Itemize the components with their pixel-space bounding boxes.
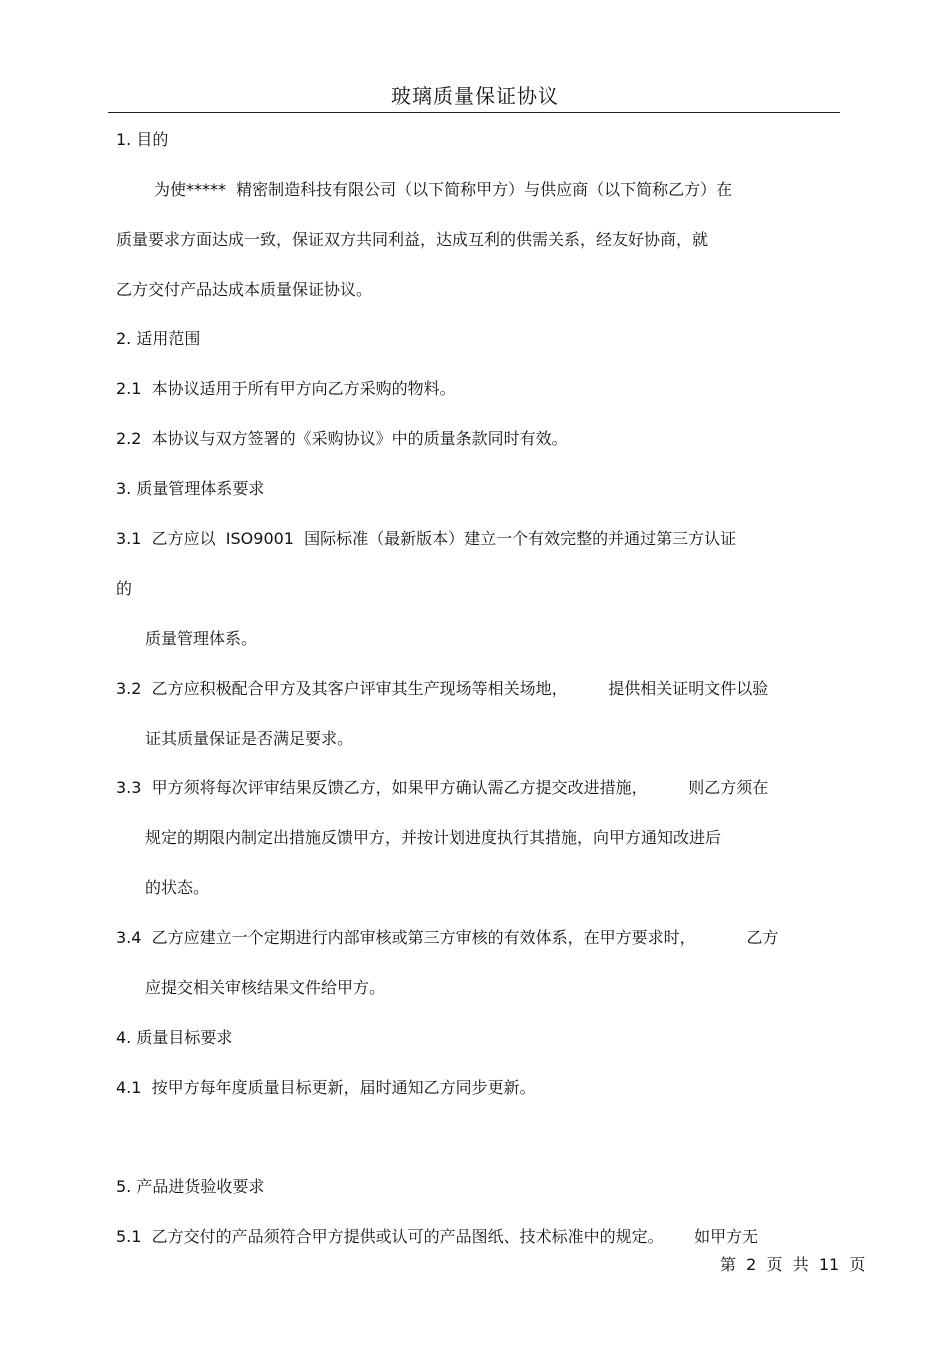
- clause-3-1: 3.1 乙方应以 ISO9001 国际标准（最新版本）建立一个有效完整的并通过第三方认证: [116, 529, 737, 548]
- clause-3-3-cont: 规定的期限内制定出措施反馈甲方，并按计划进度执行其措施，向甲方通知改进后: [145, 828, 722, 847]
- clause-4-1: 4.1 按甲方每年度质量目标更新，届时通知乙方同步更新。: [116, 1078, 536, 1097]
- clause-3-1-cont: 质量管理体系。: [145, 629, 258, 648]
- clause-3-4-cont: 应提交相关审核结果文件给甲方。: [145, 978, 386, 997]
- clause-2-1: 2.1 本协议适用于所有甲方向乙方采购的物料。: [116, 379, 456, 398]
- clause-3-4: 3.4 乙方应建立一个定期进行内部审核或第三方审核的有效体系，在甲方要求时， 乙方: [116, 928, 779, 947]
- clause-3-3-cont: 的状态。: [145, 878, 210, 897]
- paragraph-line: 质量要求方面达成一致，保证双方共同利益，达成互利的供需关系，经友好协商，就: [116, 230, 709, 249]
- heading-5: 5. 产品进货验收要求: [116, 1177, 265, 1196]
- heading-1: 1. 目的: [116, 130, 169, 149]
- page-number-footer: 第 2 页 共 11 页: [720, 1255, 866, 1274]
- clause-5-1: 5.1 乙方交付的产品须符合甲方提供或认可的产品图纸、技术标准中的规定。 如甲方无: [116, 1227, 759, 1246]
- title-underline: [108, 112, 840, 113]
- heading-3: 3. 质量管理体系要求: [116, 479, 265, 498]
- heading-2: 2. 适用范围: [116, 329, 201, 348]
- heading-4: 4. 质量目标要求: [116, 1028, 233, 1047]
- clause-3-2-cont: 证其质量保证是否满足要求。: [145, 729, 354, 748]
- document-title: 玻璃质量保证协议: [391, 84, 559, 108]
- clause-3-3: 3.3 甲方须将每次评审结果反馈乙方，如果甲方确认需乙方提交改进措施， 则乙方须在: [116, 778, 769, 797]
- clause-3-2: 3.2 乙方应积极配合甲方及其客户评审其生产现场等相关场地， 提供相关证明文件以验: [116, 679, 769, 698]
- clause-3-1-cont: 的: [116, 579, 133, 598]
- paragraph-line: 乙方交付产品达成本质量保证协议。: [116, 280, 373, 299]
- paragraph-line: 为使***** 精密制造科技有限公司（以下简称甲方）与供应商（以下简称乙方）在: [154, 180, 733, 199]
- clause-2-2: 2.2 本协议与双方签署的《采购协议》中的质量条款同时有效。: [116, 429, 568, 448]
